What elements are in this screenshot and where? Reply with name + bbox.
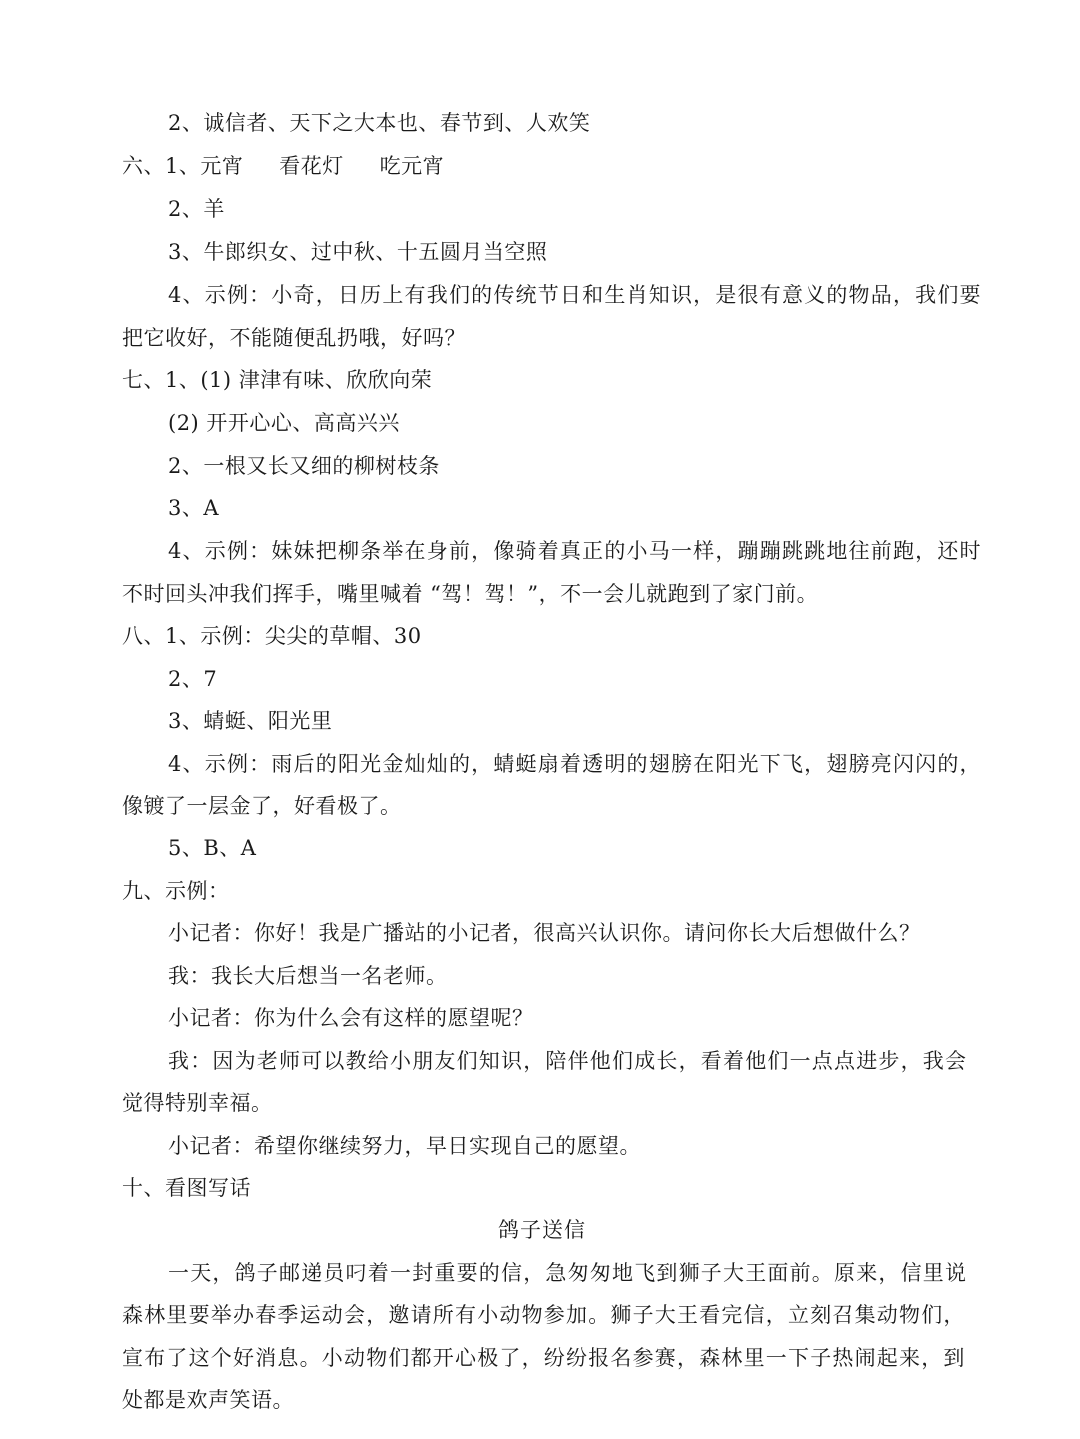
section-heading-10: 十、看图写话 <box>122 1176 251 1200</box>
text-line: 3、A <box>168 496 220 520</box>
dialogue-line: 小记者：你好！我是广播站的小记者，很高兴认识你。请问你长大后想做什么？ <box>168 921 921 945</box>
text-line: 3、蜻蜓、阳光里 <box>168 709 333 733</box>
text-line: 2、羊 <box>168 197 225 221</box>
text-line: 5、B、A <box>168 836 257 860</box>
text-line: 4、示例：小奇，日历上有我们的传统节日和生肖知识，是很有意义的物品，我们要 <box>168 283 982 307</box>
text-line: 3、牛郎织女、过中秋、十五圆月当空照 <box>168 240 548 264</box>
text-line: 2、一根又长又细的柳树枝条 <box>168 454 440 478</box>
story-line: 宣布了这个好消息。小动物们都开心极了，纷纷报名参赛，森林里一下子热闹起来，到 <box>122 1346 966 1370</box>
text-line: 2、7 <box>168 667 218 691</box>
text-line: 像镀了一层金了，好看极了。 <box>122 794 402 818</box>
section-heading-7: 七、1、(1) 津津有味、欣欣向荣 <box>122 368 433 392</box>
section-heading-9: 九、示例： <box>122 879 230 903</box>
text-line: (2) 开开心心、高高兴兴 <box>168 411 400 435</box>
section-heading-6: 六、1、元宵 看花灯 吃元宵 <box>122 154 445 178</box>
story-line: 森林里要举办春季运动会，邀请所有小动物参加。狮子大王看完信，立刻召集动物们， <box>122 1303 966 1327</box>
text-line: 2、诚信者、天下之大本也、春节到、人欢笑 <box>168 111 591 135</box>
dialogue-line: 觉得特别幸福。 <box>122 1091 273 1115</box>
text-line: 不时回头冲我们挥手，嘴里喊着 “驾！驾！”，不一会儿就跑到了家门前。 <box>122 582 819 606</box>
dialogue-line: 小记者：希望你继续努力，早日实现自己的愿望。 <box>168 1134 641 1158</box>
section-heading-8: 八、1、示例：尖尖的草帽、30 <box>122 624 422 648</box>
dialogue-line: 我：因为老师可以教给小朋友们知识，陪伴他们成长，看着他们一点点进步，我会 <box>168 1049 968 1073</box>
dialogue-line: 小记者：你为什么会有这样的愿望呢？ <box>168 1006 534 1030</box>
text-line: 4、示例：妹妹把柳条举在身前，像骑着真正的小马一样，蹦蹦跳跳地往前跑，还时 <box>168 539 982 563</box>
dialogue-line: 我：我长大后想当一名老师。 <box>168 964 448 988</box>
story-line: 处都是欢声笑语。 <box>122 1388 294 1412</box>
story-title: 鸽子送信 <box>498 1218 586 1242</box>
text-line: 把它收好，不能随便乱扔哦，好吗？ <box>122 326 466 350</box>
text-line: 4、示例：雨后的阳光金灿灿的，蜻蜓扇着透明的翅膀在阳光下飞，翅膀亮闪闪的， <box>168 752 982 776</box>
story-line: 一天，鸽子邮递员叼着一封重要的信，急匆匆地飞到狮子大王面前。原来，信里说 <box>168 1261 968 1285</box>
